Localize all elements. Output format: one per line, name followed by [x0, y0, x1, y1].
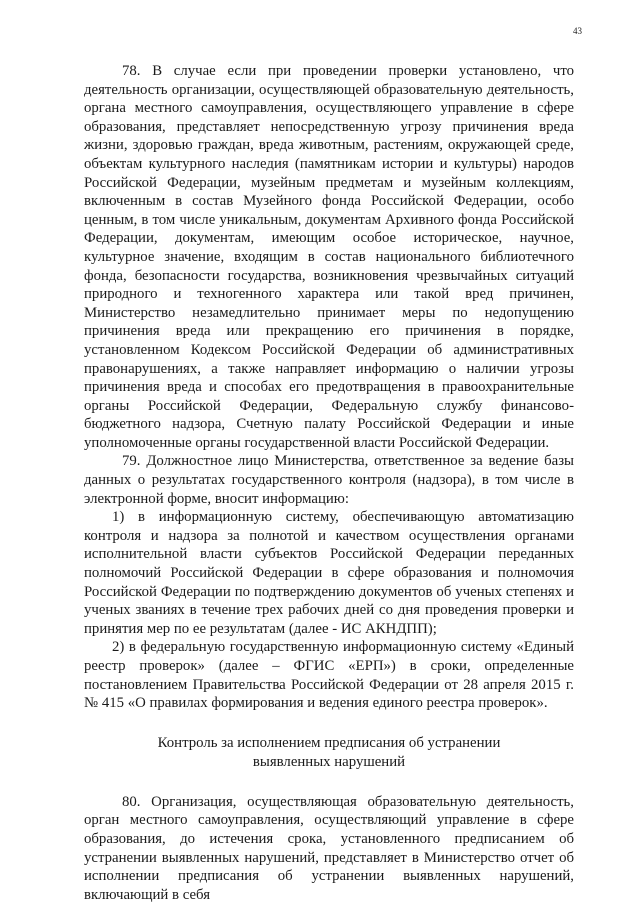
paragraph-79-item-1: 1) в информационную систему, обеспечивающую автоматизацию контроля и надзора за полнотой и качеством осуществления органами исполнительной власти субъектов Российской Федерации переданных полномочий Российской Федерации в сфере образования и полномочия Российской Федерации по подтверждению документов об ученых степенях и ученых званиях в течение трех рабочих дней со дня проведения проверки и принятия мер по ее результатам (далее - ИС АКНДПП); — [84, 509, 574, 637]
document-body — [84, 62, 574, 904]
paragraph-80: 80. Организация, осуществляющая образовательную деятельность, орган местного самоуправления, осуществляющий управление в сфере образования, до истечения срока, установленного предписанием об устранении выявленных нарушений, представляет в Министерство отчет об исполнении предписания об устранении выявленных нарушений, включающий в себя — [84, 793, 574, 903]
paragraph-79: 79. Должностное лицо Министерства, ответственное за ведение базы данных о результатах государственного контроля (надзора), в том числе в электронной форме, вносит информацию: — [84, 453, 574, 507]
section-heading — [84, 734, 574, 772]
page-number: 43 — [573, 26, 582, 36]
paragraph-79-item-2: 2) в федеральную государственную информационную систему «Единый реестр проверок» (далее – ФГИС «ЕРП») в сроки, определенные постановлением Правительства Российской Федерации от 28 апреля 2015 г. № 415 «О правилах формирования и ведения единого реестра проверок». — [84, 639, 574, 712]
section-heading-line-1: Контроль за исполнением предписания об устранении — [157, 734, 501, 751]
paragraph-78: 78. В случае если при проведении проверки установлено, что деятельность организации, осуществляющей образовательную деятельность, органа местного самоуправления, осуществляющего управление в сфере образования, представляет непосредственную угрозу причинения вреда жизни, здоровью граждан, вреда животным, растениям, окружающей среде, объектам культурного наследия (памятникам истории и культуры) народов Российской Федерации, музейным предметам и музейным коллекциям, включенным в состав Музейного фонда Российской Федерации, особо ценным, в том числе уникальным, документам Архивного фонда Российской Федерации, документам, имеющим особое историческое, научное, культурное значение, входящим в состав национального библиотечного фонда, безопасности государства, возникновения чрезвычайных ситуаций природного и техногенного характера или такой вред причинен, Министерство незамедлительно принимает меры по недопущению причинения вреда или прекращению его причинения в порядке, установленном Кодексом Российской Федерации об административных правонарушениях, а также направляет информацию о наличии угрозы причинения вреда и способах его предотвращения в правоохранительные органы Российской Федерации, Федеральную службу финансово-бюджетного надзора, Счетную палату Российской Федерации и иные уполномоченные органы государственной власти Российской Федерации. — [84, 63, 574, 451]
section-heading-line-2: выявленных нарушений — [252, 753, 406, 770]
